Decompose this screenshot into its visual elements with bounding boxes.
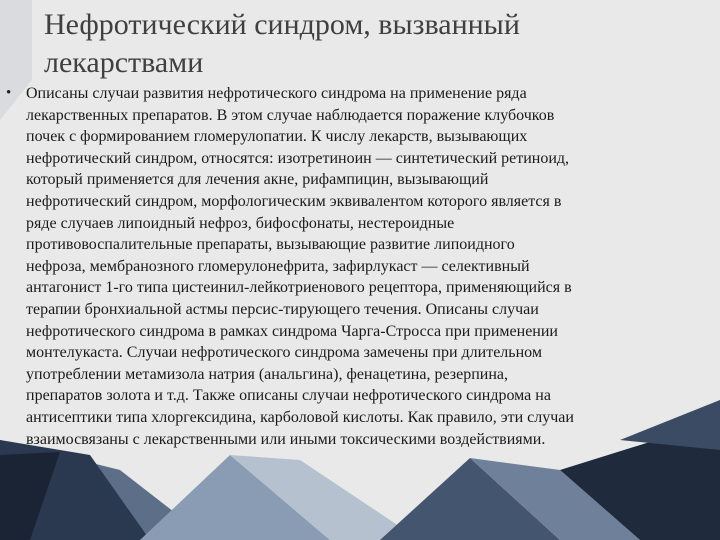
slide-title-line-1: Нефротический синдром, вызванный	[44, 8, 520, 41]
slide-title	[44, 6, 684, 82]
text-line: нефротический синдром, относятся: изотретиноин — синтетический ретиноид,	[26, 149, 570, 167]
text-line: взаимосвязаны с лекарственными или иными токсическими воздействиями.	[26, 430, 546, 448]
text-line: антагонист 1-го типа цистеинил-лейкотриенового рецептора, применяющийся в	[26, 279, 572, 297]
text-line: антисептики типа хлоргексидина, карболовой кислоты. Как правило, эти случаи	[26, 408, 574, 426]
bullet-paragraph	[6, 83, 712, 450]
text-line: ряде случаев липоидный нефроз, бифосфонаты, нестероидные	[26, 214, 455, 232]
text-line: нефротического синдрома в рамках синдрома Чарга-Стросса при применении	[26, 322, 558, 340]
bullet-icon: •	[6, 85, 12, 101]
text-line: почек с формированием гломерулопатии. К числу лекарств, вызывающих	[26, 128, 528, 146]
text-line: нефроза, мембранозного гломерулонефрита, зафирлукаст — селективный	[26, 257, 530, 275]
text-line: препаратов золота и т.д. Также описаны случаи нефротического синдрома на	[26, 387, 551, 405]
text-line: лекарственных препаратов. В этом случае наблюдается поражение клубочков	[26, 106, 555, 124]
paragraph-text	[26, 83, 712, 450]
text-line: Описаны случаи развития нефротического синдрома на применение ряда	[26, 85, 527, 102]
slide-title-line-2: лекарствами	[44, 46, 204, 79]
text-line: нефротический синдром, морфологическим эквивалентом которого является в	[26, 192, 562, 210]
text-line: терапии бронхиальной астмы персис-тирующего течения. Описаны случаи	[26, 300, 539, 318]
text-line: монтелукаста. Случаи нефротического синдрома замечены при длительном	[26, 344, 542, 362]
text-line: который применяется для лечения акне, рифампицин, вызывающий	[26, 171, 489, 189]
text-line: противовоспалительные препараты, вызывающие развитие липоидного	[26, 236, 515, 254]
text-line: употреблении метамизола натрия (анальгина), фенацетина, резерпина,	[26, 365, 508, 383]
